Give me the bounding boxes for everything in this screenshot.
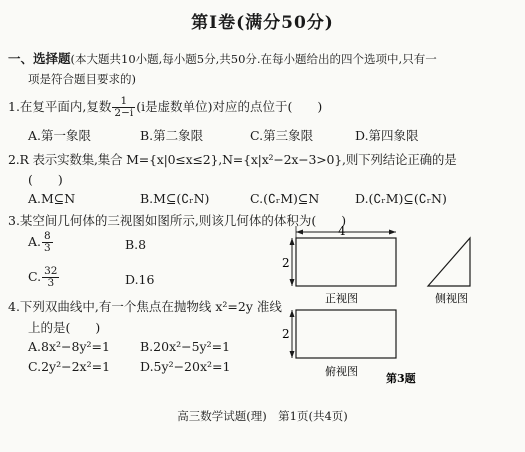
q1-option-d: D.第四象限 [355, 128, 419, 143]
front-view-label: 正视图 [325, 292, 358, 305]
top-view-label: 俯视图 [325, 365, 358, 378]
dimension-label-front: 2 [282, 256, 290, 270]
question-4-stem-2: 上的是( ) [28, 320, 101, 335]
q4-option-c: C.2y²−2x²=1 [28, 359, 111, 374]
q3-c-num: 32 [44, 265, 58, 277]
question-2-stem: 2.R 表示实数集,集合 M={x|0≤x≤2},N={x|x²−2x−3>0},则下列结论正确的是 [8, 152, 457, 167]
three-view-figure [270, 220, 515, 390]
q3-option-a-label: A. [28, 234, 42, 250]
q1-stem-post: (i是虚数单位)对应的点位于( ) [136, 99, 323, 115]
q1-option-b: B.第二象限 [140, 128, 204, 143]
q2-option-c: C.(∁ᵣM)⊆N [250, 191, 320, 206]
page-title: 第Ⅰ卷(满分50分) [191, 13, 334, 33]
q1-option-c: C.第三象限 [250, 128, 314, 143]
front-view-rect [296, 238, 396, 286]
q3-a-den: 3 [44, 242, 51, 255]
side-view-triangle [428, 238, 470, 286]
q3-option-b: B.8 [125, 237, 147, 252]
top-view-rect [296, 310, 396, 358]
q2-option-b: B.M⊆(∁ᵣN) [140, 191, 210, 206]
dimension-arrow-topview [290, 310, 295, 358]
q3-option-a-fraction [42, 231, 53, 254]
q3-option-c-fraction [42, 266, 59, 289]
q1-frac-den: 2−i [114, 107, 134, 120]
q4-option-a: A.8x²−8y²=1 [28, 339, 110, 354]
q1-stem-pre: 1.在复平面内,复数 [8, 99, 112, 115]
section-instructions-2: 项是符合题目要求的) [28, 72, 136, 86]
dimension-arrow-front [290, 238, 295, 286]
q2-option-a: A.M⊆N [28, 191, 76, 206]
page-footer: 高三数学试题(理) 第1页(共4页) [177, 409, 348, 423]
question-4-stem-1: 4.下列双曲线中,有一个焦点在抛物线 x²=2y 准线 [8, 299, 282, 314]
q3-option-a [28, 231, 54, 254]
q3-a-num: 8 [44, 230, 51, 242]
section-instructions-1: (本大题共10小题,每小题5分,共50分.在每小题给出的四个选项中,只有一 [70, 52, 437, 66]
q2-option-d: D.(∁ᵣM)⊆(∁ᵣN) [355, 191, 447, 206]
q2-paren: ( ) [28, 172, 63, 187]
q3-c-den: 3 [47, 277, 55, 290]
q1-option-a: A.第一象限 [28, 128, 92, 143]
figure-caption: 第3题 [386, 372, 416, 385]
q3-option-c [28, 266, 60, 289]
dimension-label-top: 4 [338, 224, 346, 238]
q1-frac-num: 1 [112, 96, 135, 108]
q1-fraction [112, 96, 135, 119]
question-3-stem: 3.某空间几何体的三视图如图所示,则该几何体的体积为( ) [8, 213, 347, 228]
section-label: 一、选择题 [8, 51, 71, 66]
q4-option-b: B.20x²−5y²=1 [140, 339, 231, 354]
dimension-label-topview: 2 [282, 327, 290, 341]
q3-option-c-label: C. [28, 269, 42, 285]
section-header [8, 49, 437, 67]
q3-option-d: D.16 [125, 272, 155, 287]
q4-option-d: D.5y²−20x²=1 [140, 359, 231, 374]
question-1-stem [8, 96, 322, 119]
side-view-label: 侧视图 [435, 292, 468, 305]
